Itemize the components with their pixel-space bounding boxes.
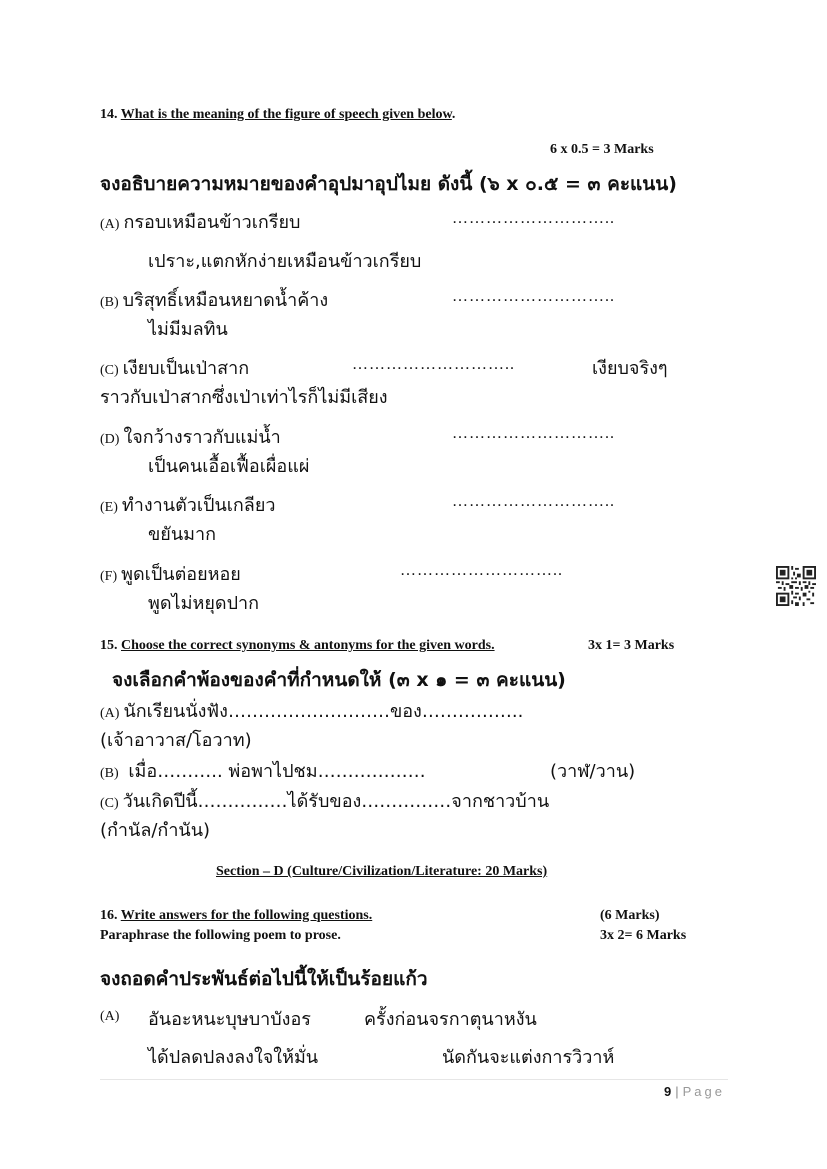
- item-label: (D): [100, 432, 120, 447]
- q14-item-d: [100, 422, 281, 451]
- item-phrase: เงียบเป็นเป่าสาก: [122, 358, 250, 379]
- answer-dots: ………………………..: [452, 210, 615, 227]
- answer-dots: ………………………..: [452, 288, 615, 305]
- q14-item-c: [100, 353, 249, 382]
- answer-dots: ………………………..: [352, 356, 515, 373]
- item-phrase: ใจกว้างราวกับแม่น้ำ: [123, 427, 281, 448]
- poem-line-1-left: อันอะหนะบุษบาบังอร: [148, 1009, 311, 1030]
- footer-divider: [100, 1079, 728, 1080]
- q15-item-b: [100, 756, 426, 785]
- poem-label: (A): [100, 1009, 120, 1024]
- item-text: นักเรียนนั่งฟัง………………………ของ……………..: [123, 701, 524, 722]
- section-d-title: Section – D (Culture/Civilization/Literature: 20 Marks): [216, 864, 548, 879]
- q14-answer-b: ไม่มีมลทิน: [148, 319, 228, 340]
- q15-choices-b: (วาฬ/วาน): [550, 761, 636, 782]
- q15-choices-a: (เจ้าอาวาส/โอวาท): [100, 730, 252, 751]
- item-label: (C): [100, 796, 119, 811]
- q15-number: 15.: [100, 638, 118, 653]
- q14-item-f: [100, 559, 241, 588]
- q14-answer-d: เป็นคนเอื้อเฟื้อเผื่อแผ่: [148, 456, 310, 477]
- q16-thai-instruction: จงถอดคำประพันธ์ต่อไปนี้ให้เป็นร้อยแก้ว: [100, 968, 428, 990]
- q14-answer-c-inline: เงียบจริงๆ: [592, 358, 668, 379]
- page-footer: [664, 1084, 725, 1099]
- item-label: (E): [100, 500, 118, 515]
- answer-dots: ………………………..: [400, 562, 563, 579]
- q15-title: Choose the correct synonyms & antonyms for the given words.: [121, 638, 495, 653]
- item-label: (F): [100, 569, 118, 584]
- item-text: วันเกิดปีนี้……………ได้รับของ……………จากชาวบ้าน: [122, 791, 550, 812]
- answer-dots: ………………………..: [452, 493, 615, 510]
- answer-dots: ………………………..: [452, 425, 615, 442]
- q15-thai-instruction: จงเลือกคำพ้องของคำที่กำหนดให้ (๓ x ๑ = ๓ คะแนน): [112, 669, 566, 691]
- q15-choices-c: (กำนัล/กำนัน): [100, 820, 211, 841]
- item-phrase: ทำงานตัวเป็นเกลียว: [121, 495, 276, 516]
- q14-answer-c: ราวกับเป่าสากซึ่งเป่าเท่าไรก็ไม่มีเสียง: [100, 387, 388, 408]
- q15-item-c: [100, 786, 549, 815]
- poem-line-2-right: นัดกันจะแต่งการวิวาห์: [442, 1047, 615, 1068]
- q14-thai-instruction: จงอธิบายความหมายของคำอุปมาอุปไมย ดังนี้ (๖ x ๐.๕ = ๓ คะแนน): [100, 173, 677, 195]
- item-phrase: พูดเป็นต่อยหอย: [121, 564, 241, 585]
- item-label: (C): [100, 363, 119, 378]
- item-phrase: บริสุทธิ์เหมือนหยาดน้ำค้าง: [122, 290, 329, 311]
- q14-period: .: [451, 107, 456, 122]
- q16-marks: 3x 2= 6 Marks: [600, 928, 687, 943]
- q14-item-a: [100, 207, 300, 236]
- item-label: (B): [100, 766, 119, 781]
- q16-heading: [100, 908, 372, 924]
- q15-item-a: [100, 696, 523, 725]
- q14-number: 14.: [100, 107, 118, 122]
- section-d-heading: [216, 864, 547, 880]
- item-text: เมื่อ……….. พ่อพาไปชม………………: [128, 761, 426, 782]
- q14-heading: [100, 107, 455, 123]
- q14-item-b: [100, 285, 328, 314]
- q14-title: What is the meaning of the figure of speech given below: [120, 107, 452, 122]
- q14-answer-e: ขยันมาก: [148, 524, 217, 545]
- item-label: (A): [100, 217, 120, 232]
- qr-code-icon: [776, 566, 816, 606]
- q16-number: 16.: [100, 908, 118, 923]
- q15-heading: [100, 638, 495, 654]
- poem-line-1-right: ครั้งก่อนจรกาตุนาหงัน: [364, 1009, 537, 1030]
- q14-item-e: [100, 490, 275, 519]
- page-label: Page: [682, 1084, 725, 1099]
- q16-subtitle: Paraphrase the following poem to prose.: [100, 928, 341, 943]
- poem-line-2-left: ได้ปลดปลงลงใจให้มั่น: [148, 1047, 319, 1068]
- q15-marks: 3x 1= 3 Marks: [588, 638, 675, 653]
- q14-answer-f: พูดไม่หยุดปาก: [148, 593, 260, 614]
- item-phrase: กรอบเหมือนข้าวเกรียบ: [123, 212, 301, 233]
- item-label: (A): [100, 706, 120, 721]
- q14-answer-a: เปราะ,แตกหักง่ายเหมือนข้าวเกรียบ: [148, 251, 422, 272]
- footer-separator: |: [675, 1084, 679, 1099]
- q16-title: Write answers for the following questions.: [120, 908, 373, 923]
- q16-marks-total: (6 Marks): [600, 908, 660, 923]
- page-number: 9: [664, 1084, 672, 1099]
- item-label: (B): [100, 295, 119, 310]
- q14-marks: 6 x 0.5 = 3 Marks: [550, 142, 654, 157]
